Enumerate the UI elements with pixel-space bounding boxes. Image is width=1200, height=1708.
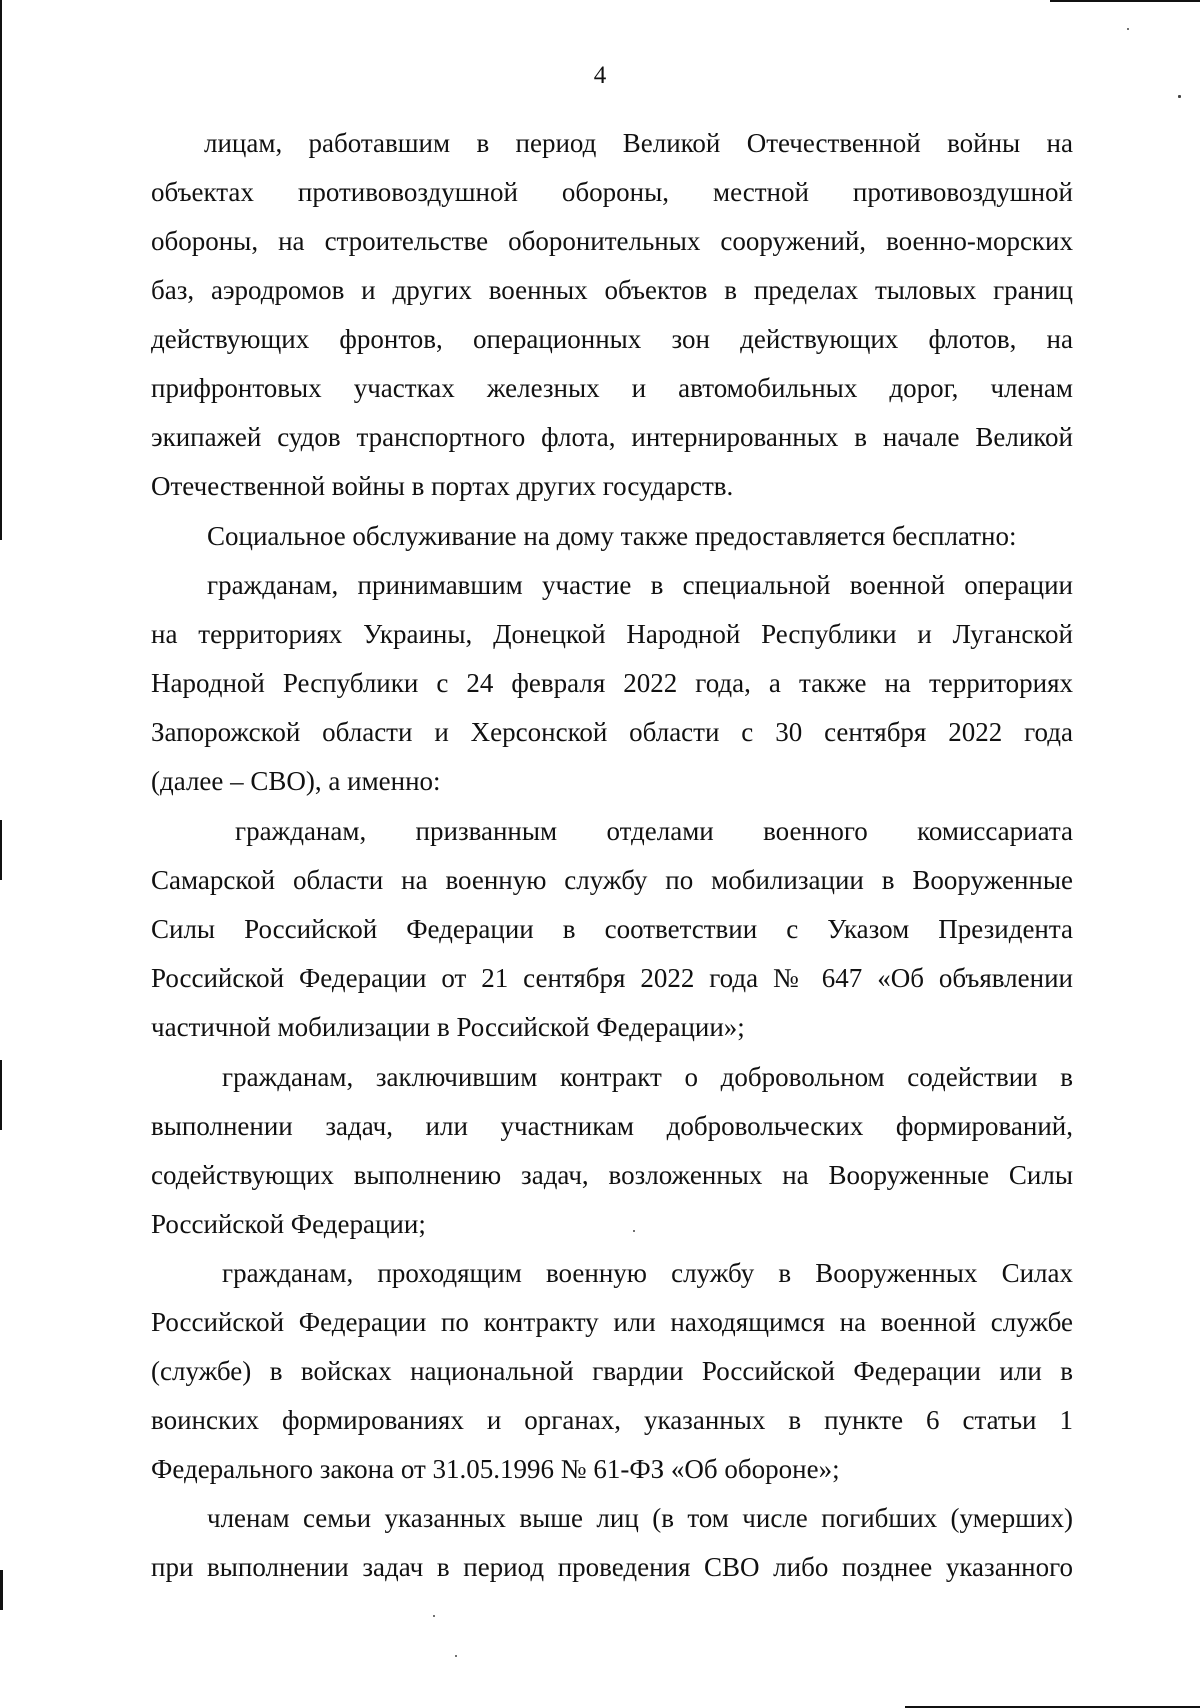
text-line: Федерального закона от 31.05.1996 № 61-ФЗ «Об обороне»; <box>151 1454 840 1484</box>
text-line: гражданам, принимавшим участие в специальной военной операции <box>207 570 1073 600</box>
text-line: содействующих выполнению задач, возложенных на Вооруженные Силы <box>151 1160 1073 1190</box>
text-line: Российской Федерации; <box>151 1209 426 1239</box>
text-line: Отечественной войны в портах других государств. <box>151 471 734 501</box>
scan-speck <box>1127 28 1129 30</box>
text-line: на территориях Украины, Донецкой Народной Республики и Луганской <box>151 619 1073 649</box>
scan-edge-mark-left-3 <box>0 1570 3 1610</box>
scan-edge-mark-left-2 <box>0 1060 2 1130</box>
text-line: прифронтовых участках железных и автомобильных дорог, членам <box>151 373 1073 403</box>
text-line: Силы Российской Федерации в соответствии с Указом Президента <box>151 914 1073 944</box>
text-line: частичной мобилизации в Российской Федерации»; <box>151 1012 745 1042</box>
text-line: Социальное обслуживание на дому также предоставляется бесплатно: <box>207 521 1017 551</box>
text-line: выполнении задач, или участникам добровольческих формирований, <box>151 1111 1073 1141</box>
text-line: при выполнении задач в период проведения СВО либо позднее указанного <box>151 1552 1073 1582</box>
text-line: обороны, на строительстве оборонительных сооружений, военно-морских <box>151 226 1073 256</box>
text-line: Запорожской области и Херсонской области с 30 сентября 2022 года <box>151 717 1073 747</box>
text-line: Российской Федерации от 21 сентября 2022 года № 647 «Об объявлении <box>151 963 1073 993</box>
scan-speck <box>433 1615 435 1617</box>
text-line: (далее – СВО), а именно: <box>151 766 441 796</box>
text-line: Народной Республики с 24 февраля 2022 года, а также на территориях <box>151 668 1073 698</box>
scan-edge-line-top <box>1050 0 1200 2</box>
page-number: 4 <box>593 62 607 89</box>
scan-speck <box>455 1655 457 1657</box>
text-line: лицам, работавшим в период Великой Отечественной войны на <box>204 128 1073 158</box>
text-line: баз, аэродромов и других военных объектов в пределах тыловых границ <box>151 275 1073 305</box>
scan-speck <box>1178 95 1181 98</box>
text-line: воинских формированиях и органах, указанных в пункте 6 статьи 1 <box>151 1405 1073 1435</box>
text-line: действующих фронтов, операционных зон действующих флотов, на <box>151 324 1073 354</box>
text-line: гражданам, заключившим контракт о добровольном содействии в <box>222 1062 1073 1092</box>
text-line: Российской Федерации по контракту или находящимся на военной службе <box>151 1307 1073 1337</box>
text-line: членам семьи указанных выше лиц (в том числе погибших (умерших) <box>207 1503 1073 1533</box>
text-line: экипажей судов транспортного флота, интернированных в начале Великой <box>151 422 1073 452</box>
text-line: Самарской области на военную службу по мобилизации в Вооруженные <box>151 865 1073 895</box>
text-line: (службе) в войсках национальной гвардии Российской Федерации или в <box>151 1356 1073 1386</box>
scan-edge-mark-left-1 <box>0 820 2 880</box>
text-line: объектах противовоздушной обороны, местной противовоздушной <box>151 177 1073 207</box>
text-line: гражданам, призванным отделами военного комиссариата <box>235 816 1073 846</box>
text-line: гражданам, проходящим военную службу в Вооруженных Силах <box>222 1258 1073 1288</box>
